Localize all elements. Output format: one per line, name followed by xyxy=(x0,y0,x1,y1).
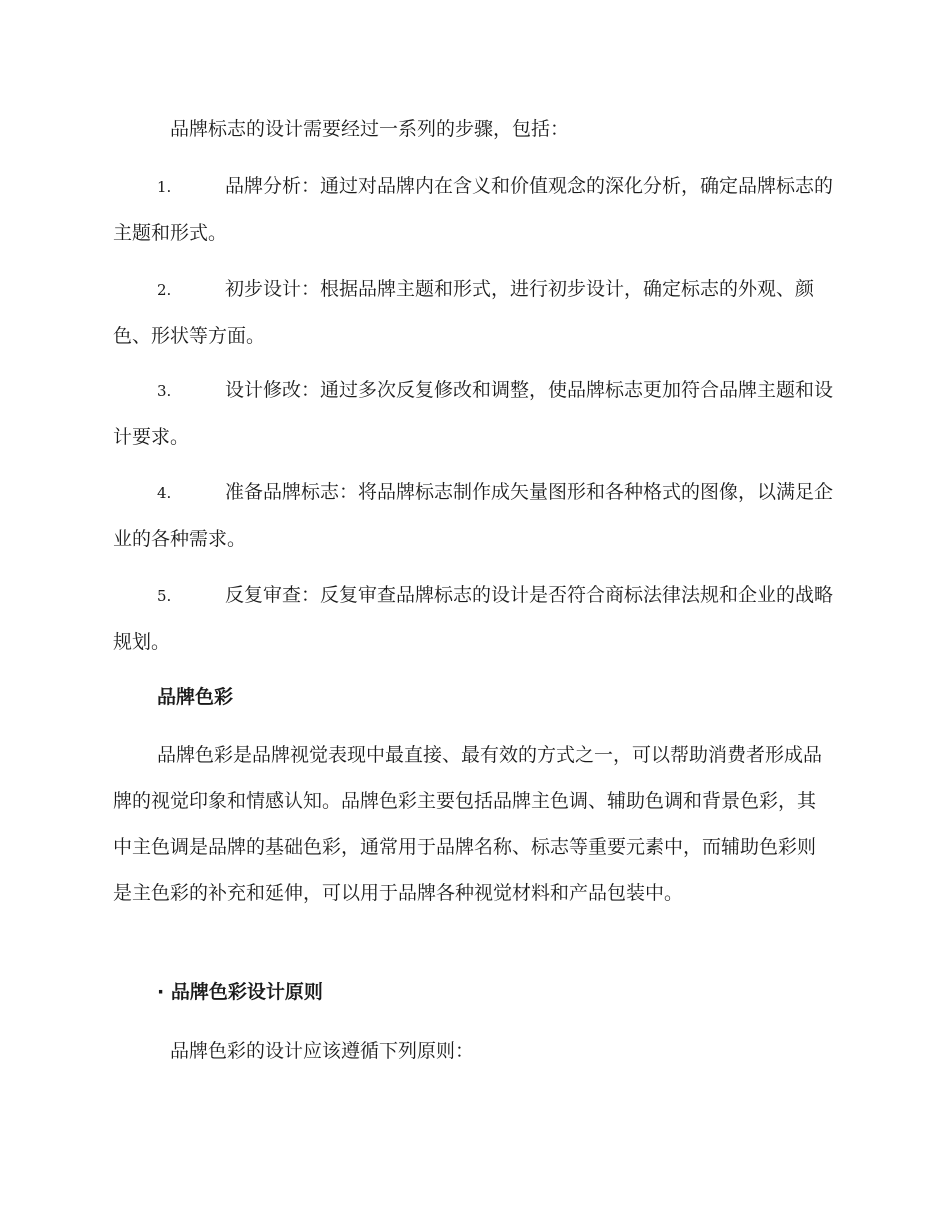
list-item xyxy=(113,469,833,562)
list-number: 4. xyxy=(157,484,172,502)
list-text: 品牌分析：通过对品牌内在含义和价值观念的深化分析，确定品牌标志的主题和形式。 xyxy=(113,175,834,244)
list-text: 初步设计：根据品牌主题和形式，进行初步设计，确定标志的外观、颜色、形状等方面。 xyxy=(113,278,815,347)
list-item xyxy=(113,266,833,359)
subsection-intro: 品牌色彩的设计应该遵循下列原则： xyxy=(170,1040,475,1062)
list-item xyxy=(113,163,833,256)
intro-text: 品牌标志的设计需要经过一系列的步骤，包括： xyxy=(170,118,570,140)
list-number: 5. xyxy=(157,587,172,605)
list-text: 反复审查：反复审查品牌标志的设计是否符合商标法律法规和企业的战略规划。 xyxy=(113,584,834,653)
list-number: 1. xyxy=(157,178,172,196)
list-text: 准备品牌标志：将品牌标志制作成矢量图形和各种格式的图像，以满足企业的各种需求。 xyxy=(113,481,834,550)
list-number: 2. xyxy=(157,281,172,299)
list-text: 设计修改：通过多次反复修改和调整，使品牌标志更加符合品牌主题和设计要求。 xyxy=(113,379,834,448)
list-item xyxy=(113,367,833,460)
section-paragraph: 品牌色彩是品牌视觉表现中最直接、最有效的方式之一，可以帮助消费者形成品牌的视觉印象和情感认知。品牌色彩主要包括品牌主色调、辅助色调和背景色彩，其中主色调是品牌的基础色彩，通常用于品牌名称、标志等重要元素中，而辅助色彩则是主色彩的补充和延伸，可以用于品牌各种视觉材料和产品包装中。 xyxy=(113,744,823,904)
section-heading: 品牌色彩 xyxy=(157,686,234,708)
list-item xyxy=(113,572,833,665)
subsection-heading: · 品牌色彩设计原则 xyxy=(157,981,323,1003)
list-number: 3. xyxy=(157,382,172,400)
